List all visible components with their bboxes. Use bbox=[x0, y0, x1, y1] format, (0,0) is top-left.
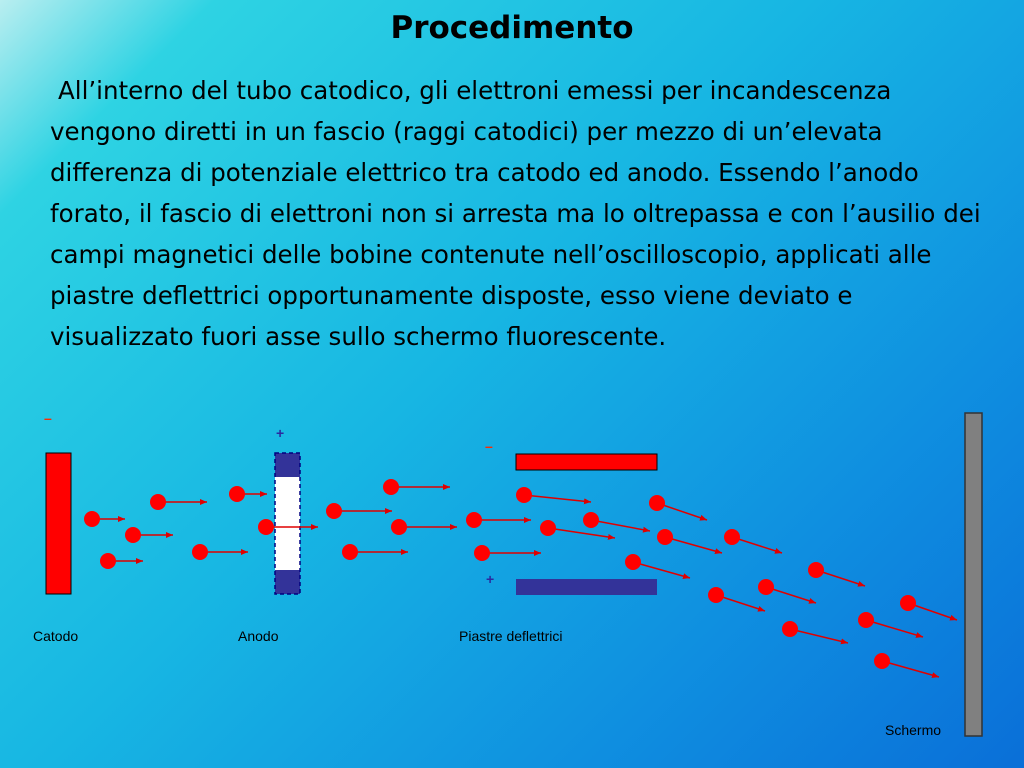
electron-dot bbox=[150, 494, 166, 510]
electron-dot bbox=[192, 544, 208, 560]
electron-dot bbox=[229, 486, 245, 502]
electron-arrow bbox=[790, 629, 848, 643]
cathode-sign: – bbox=[44, 410, 52, 426]
electron-dot bbox=[808, 562, 824, 578]
electron-arrow bbox=[591, 520, 650, 531]
anode-sign: + bbox=[276, 425, 285, 441]
electron-dot bbox=[782, 621, 798, 637]
electron-dot bbox=[708, 587, 724, 603]
electron-dot bbox=[657, 529, 673, 545]
electron-dot bbox=[758, 579, 774, 595]
electron-dot bbox=[583, 512, 599, 528]
deflection-plate-negative bbox=[516, 454, 657, 470]
electron-dot bbox=[625, 554, 641, 570]
anode-label: Anodo bbox=[238, 628, 279, 644]
electron-arrow bbox=[665, 537, 722, 553]
electron-arrow bbox=[548, 528, 615, 538]
electron-dot bbox=[258, 519, 274, 535]
plates-label: Piastre deflettrici bbox=[459, 628, 563, 644]
electron-beam bbox=[84, 479, 957, 677]
electron-arrow bbox=[866, 620, 923, 637]
deflection-plate-positive bbox=[516, 579, 657, 595]
electron-dot bbox=[858, 612, 874, 628]
electron-dot bbox=[900, 595, 916, 611]
electron-dot bbox=[649, 495, 665, 511]
plate-top-sign: – bbox=[485, 438, 493, 454]
screen-label: Schermo bbox=[885, 722, 942, 738]
slide-title: Procedimento bbox=[390, 10, 634, 46]
electron-dot bbox=[84, 511, 100, 527]
plate-bottom-sign: + bbox=[486, 571, 495, 587]
electron-dot bbox=[326, 503, 342, 519]
electron-dot bbox=[724, 529, 740, 545]
electron-dot bbox=[540, 520, 556, 536]
anode bbox=[275, 453, 300, 594]
electron-dot bbox=[474, 545, 490, 561]
electron-dot bbox=[466, 512, 482, 528]
electron-arrow bbox=[882, 661, 939, 677]
electron-dot bbox=[100, 553, 116, 569]
electron-dot bbox=[125, 527, 141, 543]
electron-dot bbox=[391, 519, 407, 535]
screen bbox=[965, 413, 982, 736]
cathode bbox=[46, 453, 71, 594]
electron-arrow bbox=[524, 495, 591, 502]
electron-dot bbox=[383, 479, 399, 495]
electron-arrow bbox=[633, 562, 690, 578]
electron-dot bbox=[874, 653, 890, 669]
cathode-label: Catodo bbox=[33, 628, 79, 644]
slide-body-text: All’interno del tubo catodico, gli elettroni emessi per incandescenza vengono diretti in un fascio (raggi catodici) per mezzo di un’elevata differenza di potenziale elettrico tra catodo ed anodo. Essendo l’anodo forato, il fascio di elettroni non si arresta ma lo oltrepassa e con l’ausilio dei campi magnetici delle bobine contenute nell’oscilloscopio, applicati alle piastre deflettrici opportunamente disposte, esso viene deviato e visualizzato fuori asse sullo schermo fluorescente. bbox=[50, 76, 981, 351]
electron-dot bbox=[516, 487, 532, 503]
electron-dot bbox=[342, 544, 358, 560]
